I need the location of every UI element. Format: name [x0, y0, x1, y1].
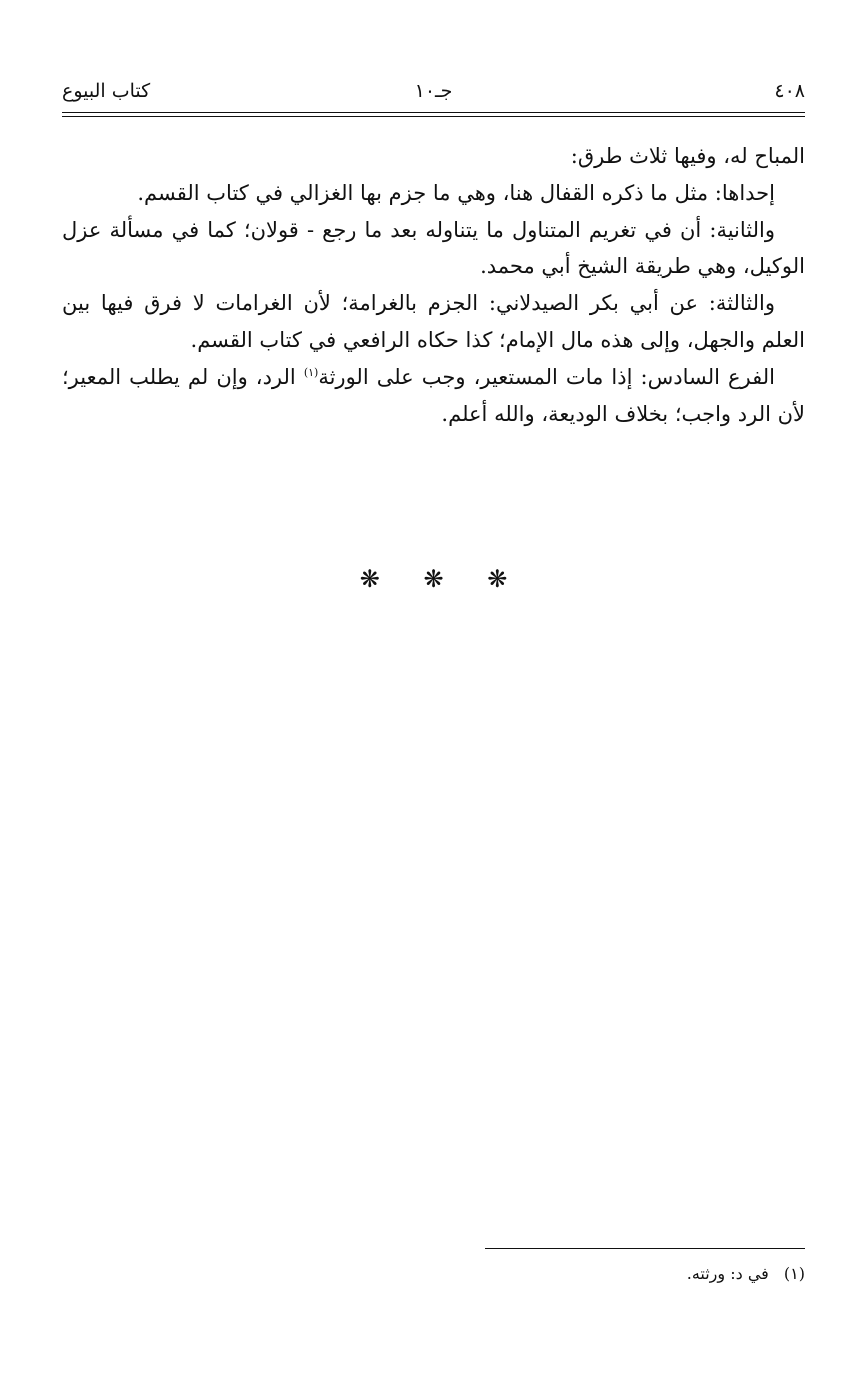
footnote-number: (١): [783, 1264, 805, 1283]
separator-star-icon: ❋: [423, 565, 444, 593]
separator-star-icon: ❋: [487, 565, 508, 593]
page-header: [62, 76, 805, 106]
section-separator: [0, 565, 867, 593]
paragraph-5-end: الرد، وإن لم يطلب المعير؛ لأن الرد واجب؛ بخلاف الوديعة، والله أعلم.: [62, 364, 805, 426]
paragraph-4: والثالثة: عن أبي بكر الصيدلاني: الجزم بالغرامة؛ لأن الغرامات لا فرق فيها بين العلم والجهل، وإلى هذه مال الإمام؛ كذا حكاه الرافعي في كتاب القسم.: [62, 291, 805, 352]
volume-number: جـ١٠: [414, 80, 453, 102]
header-rule-double: [62, 116, 805, 117]
paragraph-2: إحداها: مثل ما ذكره القفال هنا، وهي ما جزم بها الغزالي في كتاب القسم.: [137, 180, 775, 205]
footnote-rule: [485, 1248, 805, 1249]
paragraph-1: المباح له، وفيها ثلاث طرق:: [570, 144, 805, 168]
paragraph-3: والثانية: أن في تغريم المتناول ما يتناوله بعد ما رجع - قولان؛ كما في مسألة عزل الوكيل، وهي طريقة الشيخ أبي محمد.: [62, 217, 805, 279]
paragraph-5-start: الفرع السادس: إذا مات المستعير، وجب على الورثة: [318, 364, 775, 389]
paragraph-5: [62, 359, 805, 433]
footnote-reference: (١): [303, 365, 319, 379]
book-title: كتاب البيوع: [62, 80, 151, 102]
page-number: ٤٠٨: [774, 80, 805, 102]
footnote-text: في د: ورثته.: [686, 1264, 769, 1283]
separator-star-icon: ❋: [359, 565, 380, 593]
main-text: [62, 138, 805, 432]
header-rule: [62, 112, 805, 113]
footnote: [62, 1262, 805, 1286]
